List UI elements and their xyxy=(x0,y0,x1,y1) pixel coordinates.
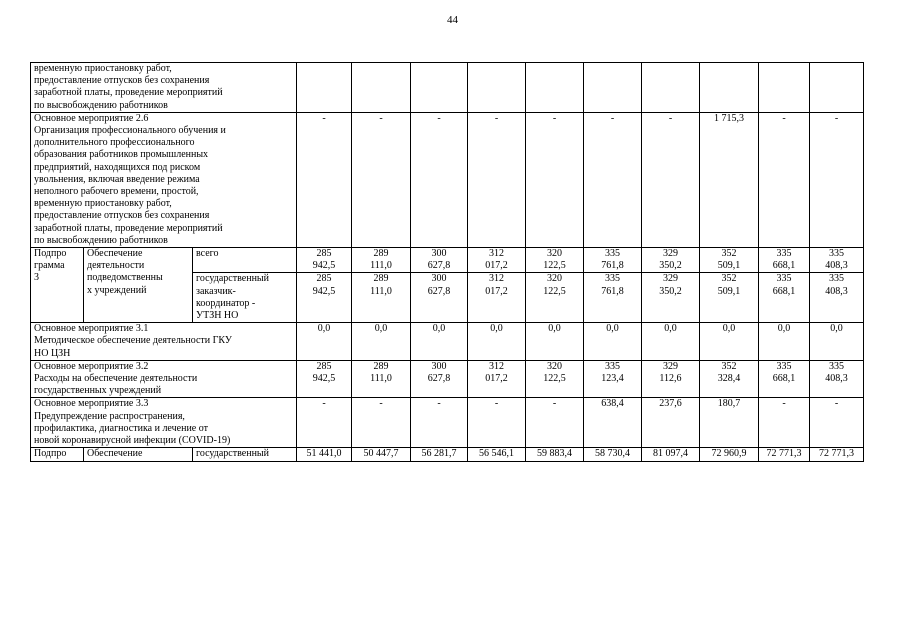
funding-source: всего xyxy=(193,248,297,273)
value-cell xyxy=(468,323,526,361)
value-text: 312 xyxy=(489,360,504,372)
budget-table xyxy=(30,62,864,462)
value-cell xyxy=(297,360,352,398)
text-line: х учреждений xyxy=(87,284,147,296)
value-text: 627,8 xyxy=(427,373,451,385)
value-cell xyxy=(526,273,584,323)
value-text: 0,0 xyxy=(432,323,446,335)
value-text: 289 xyxy=(373,273,389,285)
table-row xyxy=(31,398,864,448)
value-cell xyxy=(297,248,352,273)
value-cell xyxy=(700,360,759,398)
text-line: образования работников промышленных xyxy=(34,149,209,161)
value-cell xyxy=(297,448,352,461)
text-line: временную приостановку работ, xyxy=(34,63,172,74)
value-text: 81 097,4 xyxy=(653,448,688,460)
value-cell xyxy=(352,448,411,461)
value-text: 0,0 xyxy=(664,323,677,335)
value-text: 312 xyxy=(489,248,504,260)
text-line: профилактика, диагностика и лечение от xyxy=(34,422,208,434)
funding-source: государственный xyxy=(193,448,297,461)
value-text: - xyxy=(610,112,615,124)
table-row xyxy=(31,63,864,113)
text-line: Организация профессионального обучения и xyxy=(34,125,226,137)
value-text: 123,4 xyxy=(601,373,624,385)
value-text: 122,5 xyxy=(543,373,566,385)
value-text: 72 960,9 xyxy=(711,448,747,460)
value-text: - xyxy=(552,398,557,410)
value-cell xyxy=(411,448,468,461)
value-text: - xyxy=(782,398,786,410)
value-text: - xyxy=(437,398,441,410)
value-text: 285 xyxy=(316,360,332,372)
value-cell xyxy=(468,273,526,323)
activity-description xyxy=(31,112,297,247)
value-text: 50 447,7 xyxy=(363,448,399,460)
subprogram-name xyxy=(84,248,193,323)
value-text: - xyxy=(552,112,557,124)
funding-source xyxy=(193,273,297,323)
value-text: 335 xyxy=(829,248,844,260)
text-line: Обеспечение xyxy=(87,448,143,460)
activity-description xyxy=(31,323,297,361)
value-cell xyxy=(642,360,700,398)
value-cell xyxy=(700,273,759,323)
text-line: неполного рабочего времени, простой, xyxy=(34,186,199,198)
value-cell xyxy=(584,448,642,461)
value-text: 122,5 xyxy=(543,260,566,272)
text-line: Основное мероприятие 3.3 xyxy=(34,398,149,410)
value-cell xyxy=(759,360,810,398)
value-text: 285 xyxy=(316,248,332,260)
value-text: 761,8 xyxy=(601,285,624,297)
value-cell xyxy=(468,248,526,273)
value-cell xyxy=(526,323,584,361)
value-text: 59 883,4 xyxy=(537,448,572,460)
value-cell xyxy=(700,448,759,461)
text-line: новой коронавирусной инфекции (COVID-19) xyxy=(34,435,231,447)
value-text: 350,2 xyxy=(659,260,682,272)
text-line: по высвобождению работников xyxy=(34,234,168,246)
subprogram-label xyxy=(31,248,84,323)
value-cell xyxy=(526,63,584,113)
table-row xyxy=(31,248,864,273)
value-cell xyxy=(584,360,642,398)
value-cell xyxy=(352,323,411,361)
value-cell xyxy=(584,112,642,247)
value-text: 335 xyxy=(829,360,844,372)
value-text: 180,7 xyxy=(717,398,741,410)
value-text: 017,2 xyxy=(485,373,508,385)
value-cell xyxy=(468,112,526,247)
value-cell xyxy=(700,63,759,113)
value-text: 408,3 xyxy=(825,260,848,272)
subprogram-name xyxy=(84,448,193,461)
text-line: Подпро xyxy=(34,448,67,460)
value-text: 335 xyxy=(605,273,620,285)
value-text: 111,0 xyxy=(370,260,392,272)
value-cell xyxy=(352,360,411,398)
value-cell xyxy=(810,63,864,113)
text-line: Расходы на обеспечение деятельности xyxy=(34,373,198,385)
value-cell xyxy=(700,398,759,448)
value-cell xyxy=(584,273,642,323)
value-cell xyxy=(526,398,584,448)
value-text: 51 441,0 xyxy=(306,448,342,460)
value-cell xyxy=(700,248,759,273)
value-text: 0,0 xyxy=(490,323,503,335)
value-cell xyxy=(411,63,468,113)
value-text: 942,5 xyxy=(312,285,336,297)
value-text: 509,1 xyxy=(717,260,741,272)
value-text: 942,5 xyxy=(312,373,336,385)
value-text: 72 771,3 xyxy=(766,448,802,460)
value-text: 320 xyxy=(547,360,562,372)
table-row xyxy=(31,360,864,398)
value-cell xyxy=(297,323,352,361)
value-text: - xyxy=(322,112,326,124)
text-line: Предупреждение распространения, xyxy=(34,410,185,422)
value-text: 0,0 xyxy=(722,323,736,335)
text-line: Основное мероприятие 3.2 xyxy=(34,360,149,372)
value-text: 352 xyxy=(721,248,737,260)
value-cell xyxy=(700,323,759,361)
value-text: 1 715,3 xyxy=(714,112,744,124)
text-line: заработной платы, проведение мероприятий xyxy=(34,222,223,234)
value-text: 72 771,3 xyxy=(819,448,854,460)
table-row xyxy=(31,112,864,247)
value-text: 335 xyxy=(829,273,844,285)
value-text: 237,6 xyxy=(659,398,682,410)
value-text: - xyxy=(322,398,326,410)
value-text: 300 xyxy=(431,360,447,372)
value-cell xyxy=(526,360,584,398)
value-cell xyxy=(700,112,759,247)
value-cell xyxy=(526,112,584,247)
value-text: - xyxy=(494,398,499,410)
value-text: 320 xyxy=(547,248,562,260)
value-cell xyxy=(584,63,642,113)
value-cell xyxy=(642,63,700,113)
text-line: подведомственны xyxy=(87,272,163,284)
text-line: координатор - xyxy=(196,297,256,309)
value-text: 300 xyxy=(431,248,447,260)
value-cell xyxy=(352,273,411,323)
text-line: Обеспечение xyxy=(87,248,143,260)
value-cell xyxy=(759,398,810,448)
value-text: - xyxy=(834,112,839,124)
value-cell xyxy=(642,398,700,448)
value-text: 017,2 xyxy=(485,285,508,297)
value-text: 335 xyxy=(605,248,620,260)
value-text: 335 xyxy=(776,360,792,372)
value-cell xyxy=(352,248,411,273)
value-text: 289 xyxy=(373,360,389,372)
value-text: 300 xyxy=(431,273,447,285)
text-line: государственных учреждений xyxy=(34,385,162,397)
value-cell xyxy=(810,398,864,448)
text-line: Подпро xyxy=(34,248,67,260)
value-cell xyxy=(526,448,584,461)
value-cell xyxy=(411,248,468,273)
value-cell xyxy=(411,112,468,247)
text-line: предоставление отпусков без сохранения xyxy=(34,210,210,222)
text-line: Методическое обеспечение деятельности ГКУ xyxy=(34,335,232,347)
value-cell xyxy=(411,323,468,361)
subprogram-label xyxy=(31,448,84,461)
value-cell xyxy=(759,323,810,361)
value-text: 329 xyxy=(663,273,678,285)
value-cell xyxy=(584,248,642,273)
value-text: 335 xyxy=(776,273,792,285)
value-cell xyxy=(297,63,352,113)
value-text: 329 xyxy=(663,248,678,260)
text-line: государственный xyxy=(196,273,269,285)
value-cell xyxy=(468,63,526,113)
value-text: 0,0 xyxy=(830,323,843,335)
activity-description xyxy=(31,63,297,113)
text-line: Основное мероприятие 3.1 xyxy=(34,323,149,335)
text-line: УТЗН НО xyxy=(196,310,239,322)
text-line: 3 xyxy=(34,272,39,284)
value-text: 942,5 xyxy=(312,260,336,272)
value-text: 668,1 xyxy=(772,260,796,272)
value-text: 285 xyxy=(316,273,332,285)
value-cell xyxy=(810,248,864,273)
value-cell xyxy=(526,248,584,273)
value-cell xyxy=(297,273,352,323)
value-text: 761,8 xyxy=(601,260,624,272)
text-line: по высвобождению работников xyxy=(34,99,168,111)
value-text: 627,8 xyxy=(427,285,451,297)
text-line: грамма xyxy=(34,260,65,272)
value-text: - xyxy=(668,112,673,124)
value-cell xyxy=(759,63,810,113)
value-cell xyxy=(759,112,810,247)
value-text: 111,0 xyxy=(370,373,392,385)
value-text: 335 xyxy=(605,360,620,372)
value-cell xyxy=(759,448,810,461)
value-text: - xyxy=(379,398,383,410)
text-line: временную приостановку работ, xyxy=(34,198,172,210)
value-text: - xyxy=(437,112,441,124)
value-cell xyxy=(642,112,700,247)
value-text: 111,0 xyxy=(370,285,392,297)
text-line: дополнительного профессионального xyxy=(34,137,195,149)
value-cell xyxy=(810,448,864,461)
page-number: 44 xyxy=(447,14,458,26)
text-line: заработной платы, проведение мероприятий xyxy=(34,87,223,99)
text-line: предоставление отпусков без сохранения xyxy=(34,75,210,87)
value-text: 017,2 xyxy=(485,260,508,272)
text-line: деятельности xyxy=(87,260,145,272)
value-cell xyxy=(759,248,810,273)
value-text: 328,4 xyxy=(717,373,741,385)
text-line: Основное мероприятие 2.6 xyxy=(34,112,149,124)
value-text: 638,4 xyxy=(601,398,624,410)
value-cell xyxy=(468,448,526,461)
value-text: 312 xyxy=(489,273,504,285)
value-text: 668,1 xyxy=(772,373,796,385)
value-cell xyxy=(297,112,352,247)
value-cell xyxy=(352,112,411,247)
value-cell xyxy=(411,360,468,398)
value-cell xyxy=(642,248,700,273)
value-cell xyxy=(810,273,864,323)
value-text: 509,1 xyxy=(717,285,741,297)
value-cell xyxy=(411,273,468,323)
value-cell xyxy=(297,398,352,448)
value-text: 0,0 xyxy=(317,323,331,335)
value-text: 408,3 xyxy=(825,285,848,297)
value-text: 627,8 xyxy=(427,260,451,272)
value-text: 329 xyxy=(663,360,678,372)
value-cell xyxy=(468,398,526,448)
text-line: увольнения, включая введение режима xyxy=(34,173,200,185)
value-text: 56 281,7 xyxy=(421,448,457,460)
table-row xyxy=(31,448,864,461)
activity-description xyxy=(31,398,297,448)
value-text: 408,3 xyxy=(825,373,848,385)
value-cell xyxy=(759,273,810,323)
value-cell xyxy=(352,398,411,448)
value-cell xyxy=(642,323,700,361)
value-text: 56 546,1 xyxy=(479,448,514,460)
activity-description xyxy=(31,360,297,398)
value-text: 352 xyxy=(721,273,737,285)
value-text: 320 xyxy=(547,273,562,285)
value-text: 335 xyxy=(776,248,792,260)
value-text: - xyxy=(782,112,786,124)
text-line: заказчик- xyxy=(196,285,236,297)
text-line: предприятий, находящихся под риском xyxy=(34,161,201,173)
value-text: - xyxy=(834,398,839,410)
value-text: 289 xyxy=(373,248,389,260)
value-text: 668,1 xyxy=(772,285,796,297)
value-text: 0,0 xyxy=(548,323,561,335)
value-text: 0,0 xyxy=(606,323,619,335)
value-text: 122,5 xyxy=(543,285,566,297)
value-cell xyxy=(642,273,700,323)
value-cell xyxy=(810,323,864,361)
value-text: 0,0 xyxy=(777,323,791,335)
value-text: 112,6 xyxy=(659,373,682,385)
table-row xyxy=(31,323,864,361)
value-cell xyxy=(584,323,642,361)
value-cell xyxy=(642,448,700,461)
value-text: - xyxy=(494,112,499,124)
value-text: 352 xyxy=(721,360,737,372)
value-text: - xyxy=(379,112,383,124)
value-cell xyxy=(810,112,864,247)
value-cell xyxy=(468,360,526,398)
value-text: 58 730,4 xyxy=(595,448,630,460)
value-cell xyxy=(584,398,642,448)
value-cell xyxy=(352,63,411,113)
value-text: 350,2 xyxy=(659,285,682,297)
value-cell xyxy=(411,398,468,448)
text-line: НО ЦЗН xyxy=(34,347,71,359)
value-cell xyxy=(810,360,864,398)
value-text: 0,0 xyxy=(374,323,388,335)
